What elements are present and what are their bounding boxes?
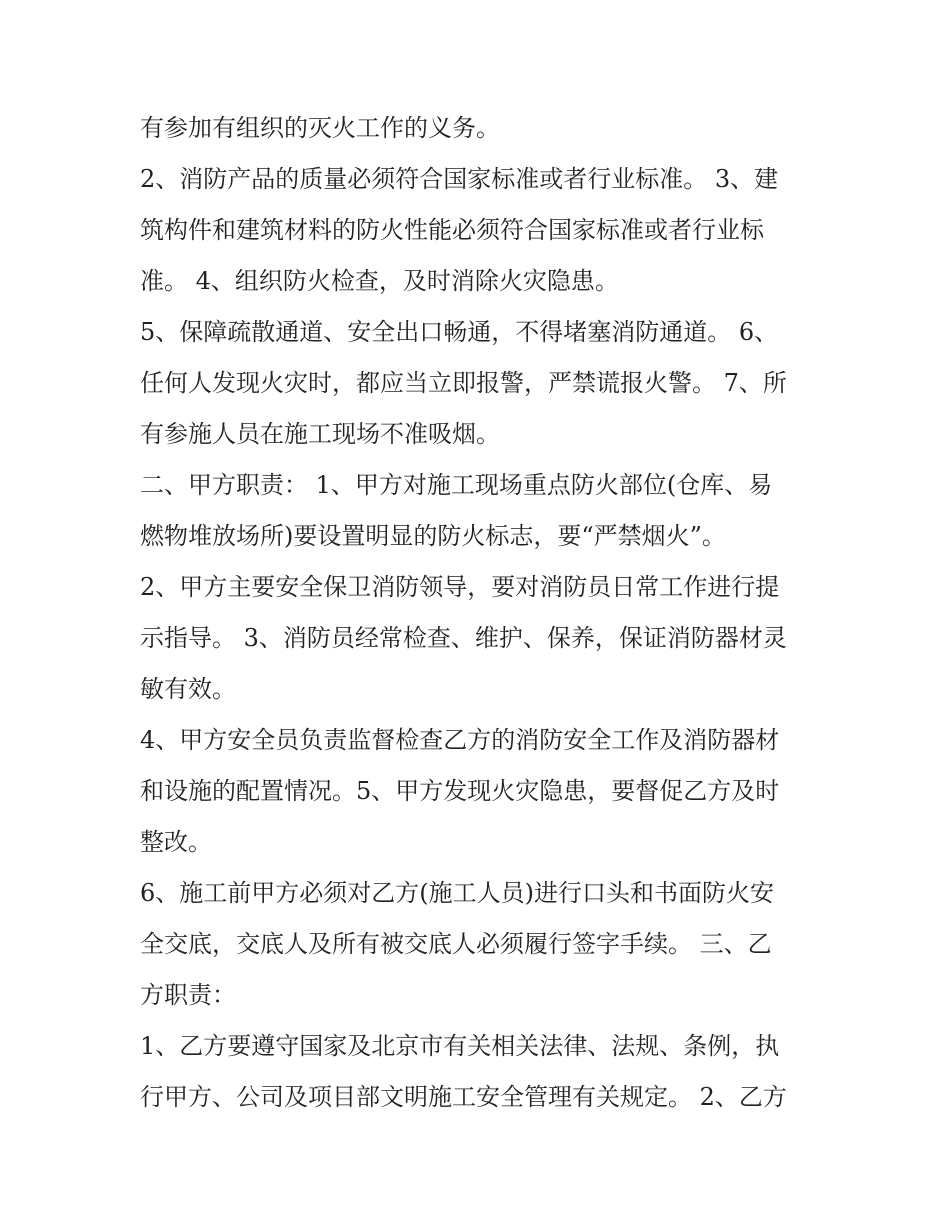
- text-line: 二、甲方职责： 1、甲方对施工现场重点防火部位(仓库、易: [140, 471, 773, 499]
- text-line: 准。 4、组织防火检查，及时消除火灾隐患。: [140, 267, 619, 295]
- text-line: 任何人发现火灾时，都应当立即报警，严禁谎报火警。 7、所: [140, 369, 787, 397]
- text-line: 有参加有组织的灭火工作的义务。: [140, 114, 500, 142]
- text-line: 有参施人员在施工现场不准吸烟。: [140, 420, 500, 448]
- text-line: 1、乙方要遵守国家及北京市有关相关法律、法规、条例，执: [140, 1032, 780, 1060]
- text-line: 和设施的配置情况。5、甲方发现火灾隐患，要督促乙方及时: [140, 777, 780, 805]
- text-line: 6、施工前甲方必须对乙方(施工人员)进行口头和书面防火安: [140, 879, 774, 907]
- text-line: 2、消防产品的质量必须符合国家标准或者行业标准。 3、建: [140, 165, 779, 193]
- document-body: [140, 103, 820, 1123]
- text-line: 行甲方、公司及项目部文明施工安全管理有关规定。 2、乙方: [140, 1083, 787, 1111]
- text-line: 方职责：: [140, 981, 236, 1009]
- text-line: 4、甲方安全员负责监督检查乙方的消防安全工作及消防器材: [140, 726, 780, 754]
- text-line: 5、保障疏散通道、安全出口畅通，不得堵塞消防通道。 6、: [140, 318, 779, 346]
- text-line: 燃物堆放场所)要设置明显的防火标志，要“严禁烟火”。: [140, 522, 726, 550]
- text-line: 整改。: [140, 828, 212, 856]
- text-line: 示指导。 3、消防员经常检查、维护、保养，保证消防器材灵: [140, 624, 787, 652]
- text-line: 2、甲方主要安全保卫消防领导，要对消防员日常工作进行提: [140, 573, 780, 601]
- text-line: 敏有效。: [140, 675, 236, 703]
- text-line: 筑构件和建筑材料的防火性能必须符合国家标准或者行业标: [140, 216, 764, 244]
- text-line: 全交底，交底人及所有被交底人必须履行签字手续。 三、乙: [140, 930, 772, 958]
